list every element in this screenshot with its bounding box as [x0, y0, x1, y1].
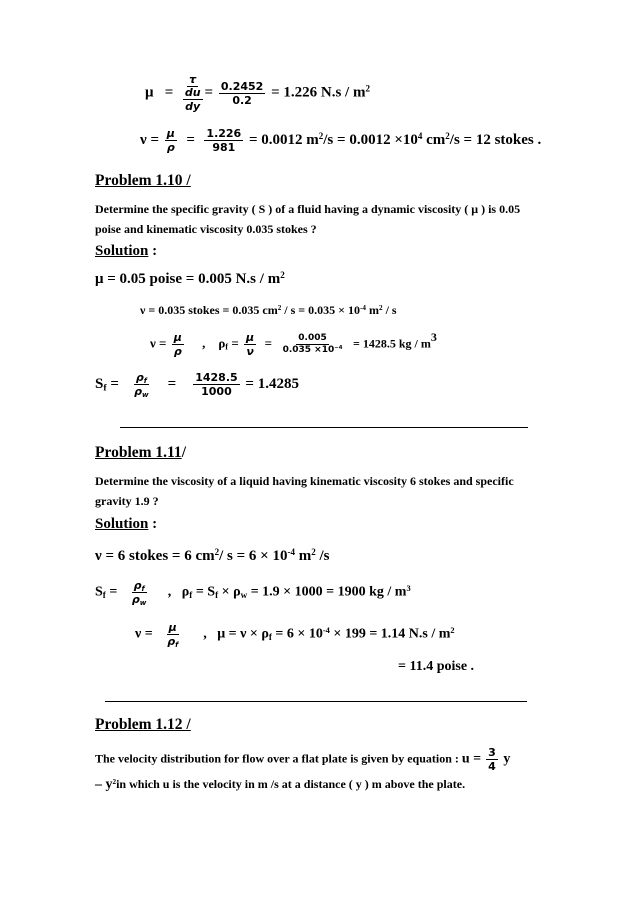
problem-1-11-heading	[95, 445, 186, 461]
equation-text: μ = ν × ρ	[217, 626, 269, 642]
equals-sign: =	[105, 584, 118, 600]
subscript: f	[141, 583, 145, 593]
s-symbol: S	[95, 375, 104, 392]
result-text: = 0.0012 m	[248, 131, 319, 148]
problem-1-10-heading: Problem 1.10 /	[95, 172, 191, 189]
problem-1-10-statement: Determine the specific gravity ( S ) of a fluid having a dynamic viscosity ( μ ) is 0.05 poise and kinematic viscosity 0.035 stokes ?	[95, 202, 521, 236]
nu-symbol: ν =	[140, 131, 159, 148]
p110-line-specific-gravity	[95, 372, 299, 397]
p110-line-kinematic	[140, 304, 397, 316]
equation-text: × ρ	[218, 584, 241, 600]
problem-1-11-statement: Determine the viscosity of a liquid having kinematic viscosity 6 stokes and specific gravity 1.9 ?	[95, 474, 514, 508]
equation-text: / s = 0.035 × 10	[281, 303, 360, 317]
p111-line-density	[95, 580, 411, 605]
heading-text: Problem 1.12	[95, 716, 183, 733]
subscript: f	[268, 631, 272, 642]
equals-sign: =	[264, 335, 273, 351]
rho-f	[134, 372, 149, 385]
fraction-tau-over-gradient	[183, 74, 203, 112]
comma: ,	[202, 335, 206, 351]
statement-text: in which u is the velocity in m /s at a distance ( y ) m above the plate.	[116, 777, 466, 791]
exponent: 2	[280, 270, 285, 281]
equation-text: = 6 × 10	[271, 626, 323, 642]
subscript: f	[143, 375, 147, 385]
equation-text: /s	[315, 548, 330, 564]
equation-text: μ = 0.05 poise = 0.005 N.s / m	[95, 271, 281, 287]
y-variable: y	[499, 751, 511, 767]
fraction-mu-over-rho	[165, 128, 177, 153]
dy-text: dy	[185, 100, 201, 113]
p110-line-density	[150, 329, 437, 358]
exponent: 2	[112, 778, 117, 787]
rho-symbol: ρ	[134, 385, 143, 398]
mu-symbol: μ	[246, 331, 255, 344]
exponent: -4	[287, 547, 295, 558]
equation-text: m	[294, 548, 312, 564]
section-divider	[105, 701, 527, 702]
problem-1-12-statement-line-2	[95, 778, 465, 792]
nu-symbol: ν	[246, 345, 254, 358]
problem-1-12-heading	[95, 717, 191, 733]
numerator: 0.005	[298, 333, 327, 343]
subscript: f	[103, 382, 107, 394]
mu-symbol: μ	[173, 331, 182, 344]
denominator: 1000	[201, 385, 232, 398]
solution-label	[95, 244, 157, 259]
exponent: 2	[378, 304, 383, 313]
u-equals: u =	[461, 751, 482, 767]
rho-symbol: ρ	[181, 584, 190, 600]
equals-sign: =	[106, 375, 119, 392]
rho-symbol: ρ	[173, 345, 182, 358]
exponent: 3	[406, 584, 411, 594]
statement-text: The velocity distribution for flow over a flat plate is given by equation :	[95, 751, 462, 766]
subscript: w	[240, 589, 248, 600]
equation-text: ν = 0.035 stokes = 0.035 cm	[140, 303, 278, 317]
fraction-values	[204, 128, 243, 153]
equation-text: ν = 6 stokes = 6 cm	[95, 548, 215, 564]
mu-symbol: μ	[145, 84, 154, 101]
equals-sign: =	[167, 375, 177, 392]
fraction-mu-over-rho	[172, 332, 184, 357]
equals-sign: =	[164, 84, 174, 101]
minus-y: – y	[95, 777, 113, 792]
fraction-three-quarters	[486, 747, 498, 772]
rho-symbol: ρ	[166, 141, 175, 154]
denominator-text: 0.035 ×10	[282, 345, 335, 355]
mu-symbol: μ	[166, 127, 175, 140]
exponent: -4	[359, 304, 366, 313]
exponent: 2	[277, 304, 282, 313]
equation-text: / s	[382, 303, 397, 317]
equation-text: / s = 6 × 10	[219, 548, 288, 564]
rho-symbol: ρ	[135, 371, 144, 384]
problem-1-12-statement-line-1	[95, 747, 510, 772]
result-text: cm	[422, 131, 446, 148]
result-text: = 1428.5 kg / m	[353, 336, 431, 351]
equals-sign: =	[228, 335, 239, 351]
exponent: -4	[322, 626, 330, 636]
fraction-values	[219, 81, 265, 106]
rho-f	[132, 580, 147, 593]
numerator: 3	[488, 746, 496, 759]
solution-text: Solution	[95, 243, 149, 259]
subscript: w	[139, 597, 147, 607]
tau-symbol: τ	[189, 73, 197, 86]
rho-w	[132, 385, 150, 397]
denominator: 981	[212, 141, 236, 154]
solution-colon: :	[148, 516, 158, 532]
result-text: /s = 0.0012 ×10	[323, 131, 418, 148]
rho-symbol: ρ	[131, 593, 140, 606]
rho-f	[165, 635, 180, 647]
subscript: f	[225, 341, 229, 352]
subscript: f	[102, 589, 106, 600]
denominator: 0.2	[232, 93, 252, 107]
comma: ,	[167, 584, 172, 600]
exponent: −4	[334, 345, 343, 352]
nu-symbol: ν =	[150, 335, 167, 351]
fraction-mu-over-nu	[244, 332, 256, 357]
subscript: f	[215, 589, 219, 600]
subscript: f	[175, 639, 179, 649]
exponent: 4	[417, 131, 423, 141]
rho-symbol: ρ	[167, 635, 176, 648]
numerator: 1.226	[206, 127, 242, 140]
heading-text: Problem 1.11	[95, 444, 182, 461]
subscript: w	[142, 389, 149, 399]
exponent: 2	[365, 83, 370, 94]
p111-line-viscosity	[135, 622, 455, 647]
equals-sign: =	[204, 84, 214, 101]
exponent: 2	[445, 131, 450, 141]
section-divider	[120, 427, 528, 428]
solution-label	[95, 517, 157, 532]
p111-line-kinematic	[95, 549, 330, 564]
exponent: 2	[450, 626, 455, 636]
rho-symbol: ρ	[218, 335, 226, 351]
equals-sign: =	[186, 131, 195, 148]
heading-slash: /	[181, 444, 186, 461]
exponent: 2	[214, 547, 220, 558]
fraction-values	[281, 334, 345, 355]
rho-w	[130, 593, 148, 605]
solution-text: Solution	[95, 516, 149, 532]
mu-symbol: μ	[168, 621, 177, 634]
equation-kinematic-viscosity	[140, 128, 541, 153]
result-text: /s = 12 stokes .	[449, 131, 542, 148]
p111-line-poise: = 11.4 poise .	[398, 659, 475, 674]
numerator: 0.2452	[220, 79, 264, 93]
du-text: du	[184, 86, 201, 99]
denominator	[281, 345, 345, 355]
fraction-values	[193, 372, 239, 397]
exponent: 3	[430, 329, 437, 344]
fraction-mu-over-rho-f	[165, 622, 180, 647]
exponent: 2	[311, 547, 316, 558]
equation-text: m	[365, 303, 379, 317]
numerator: 1428.5	[195, 371, 238, 384]
rho-symbol: ρ	[133, 579, 142, 592]
fraction-rho-f-over-rho-w	[130, 580, 148, 605]
p110-line-viscosity	[95, 272, 285, 287]
solution-colon: :	[148, 243, 158, 259]
subscript: f	[189, 589, 193, 600]
result-text: × 199 = 1.14 N.s / m	[329, 626, 451, 642]
fraction-rho-f-over-rho-w	[132, 372, 150, 397]
exponent: 2	[318, 131, 324, 141]
heading-slash: /	[182, 716, 191, 733]
result-text: = 1.9 × 1000 = 1900 kg / m	[247, 584, 407, 600]
nu-symbol: ν =	[135, 626, 153, 642]
s-symbol: S	[95, 584, 103, 600]
equation-text: = S	[192, 584, 216, 600]
velocity-gradient	[183, 87, 203, 112]
equation-dynamic-viscosity	[145, 74, 370, 112]
result-text: = 1.4285	[245, 375, 299, 392]
denominator: 4	[488, 760, 496, 773]
result-text: = 1.226 N.s / m	[271, 84, 366, 101]
comma: ,	[203, 626, 207, 642]
du-dy-fraction	[183, 87, 203, 112]
